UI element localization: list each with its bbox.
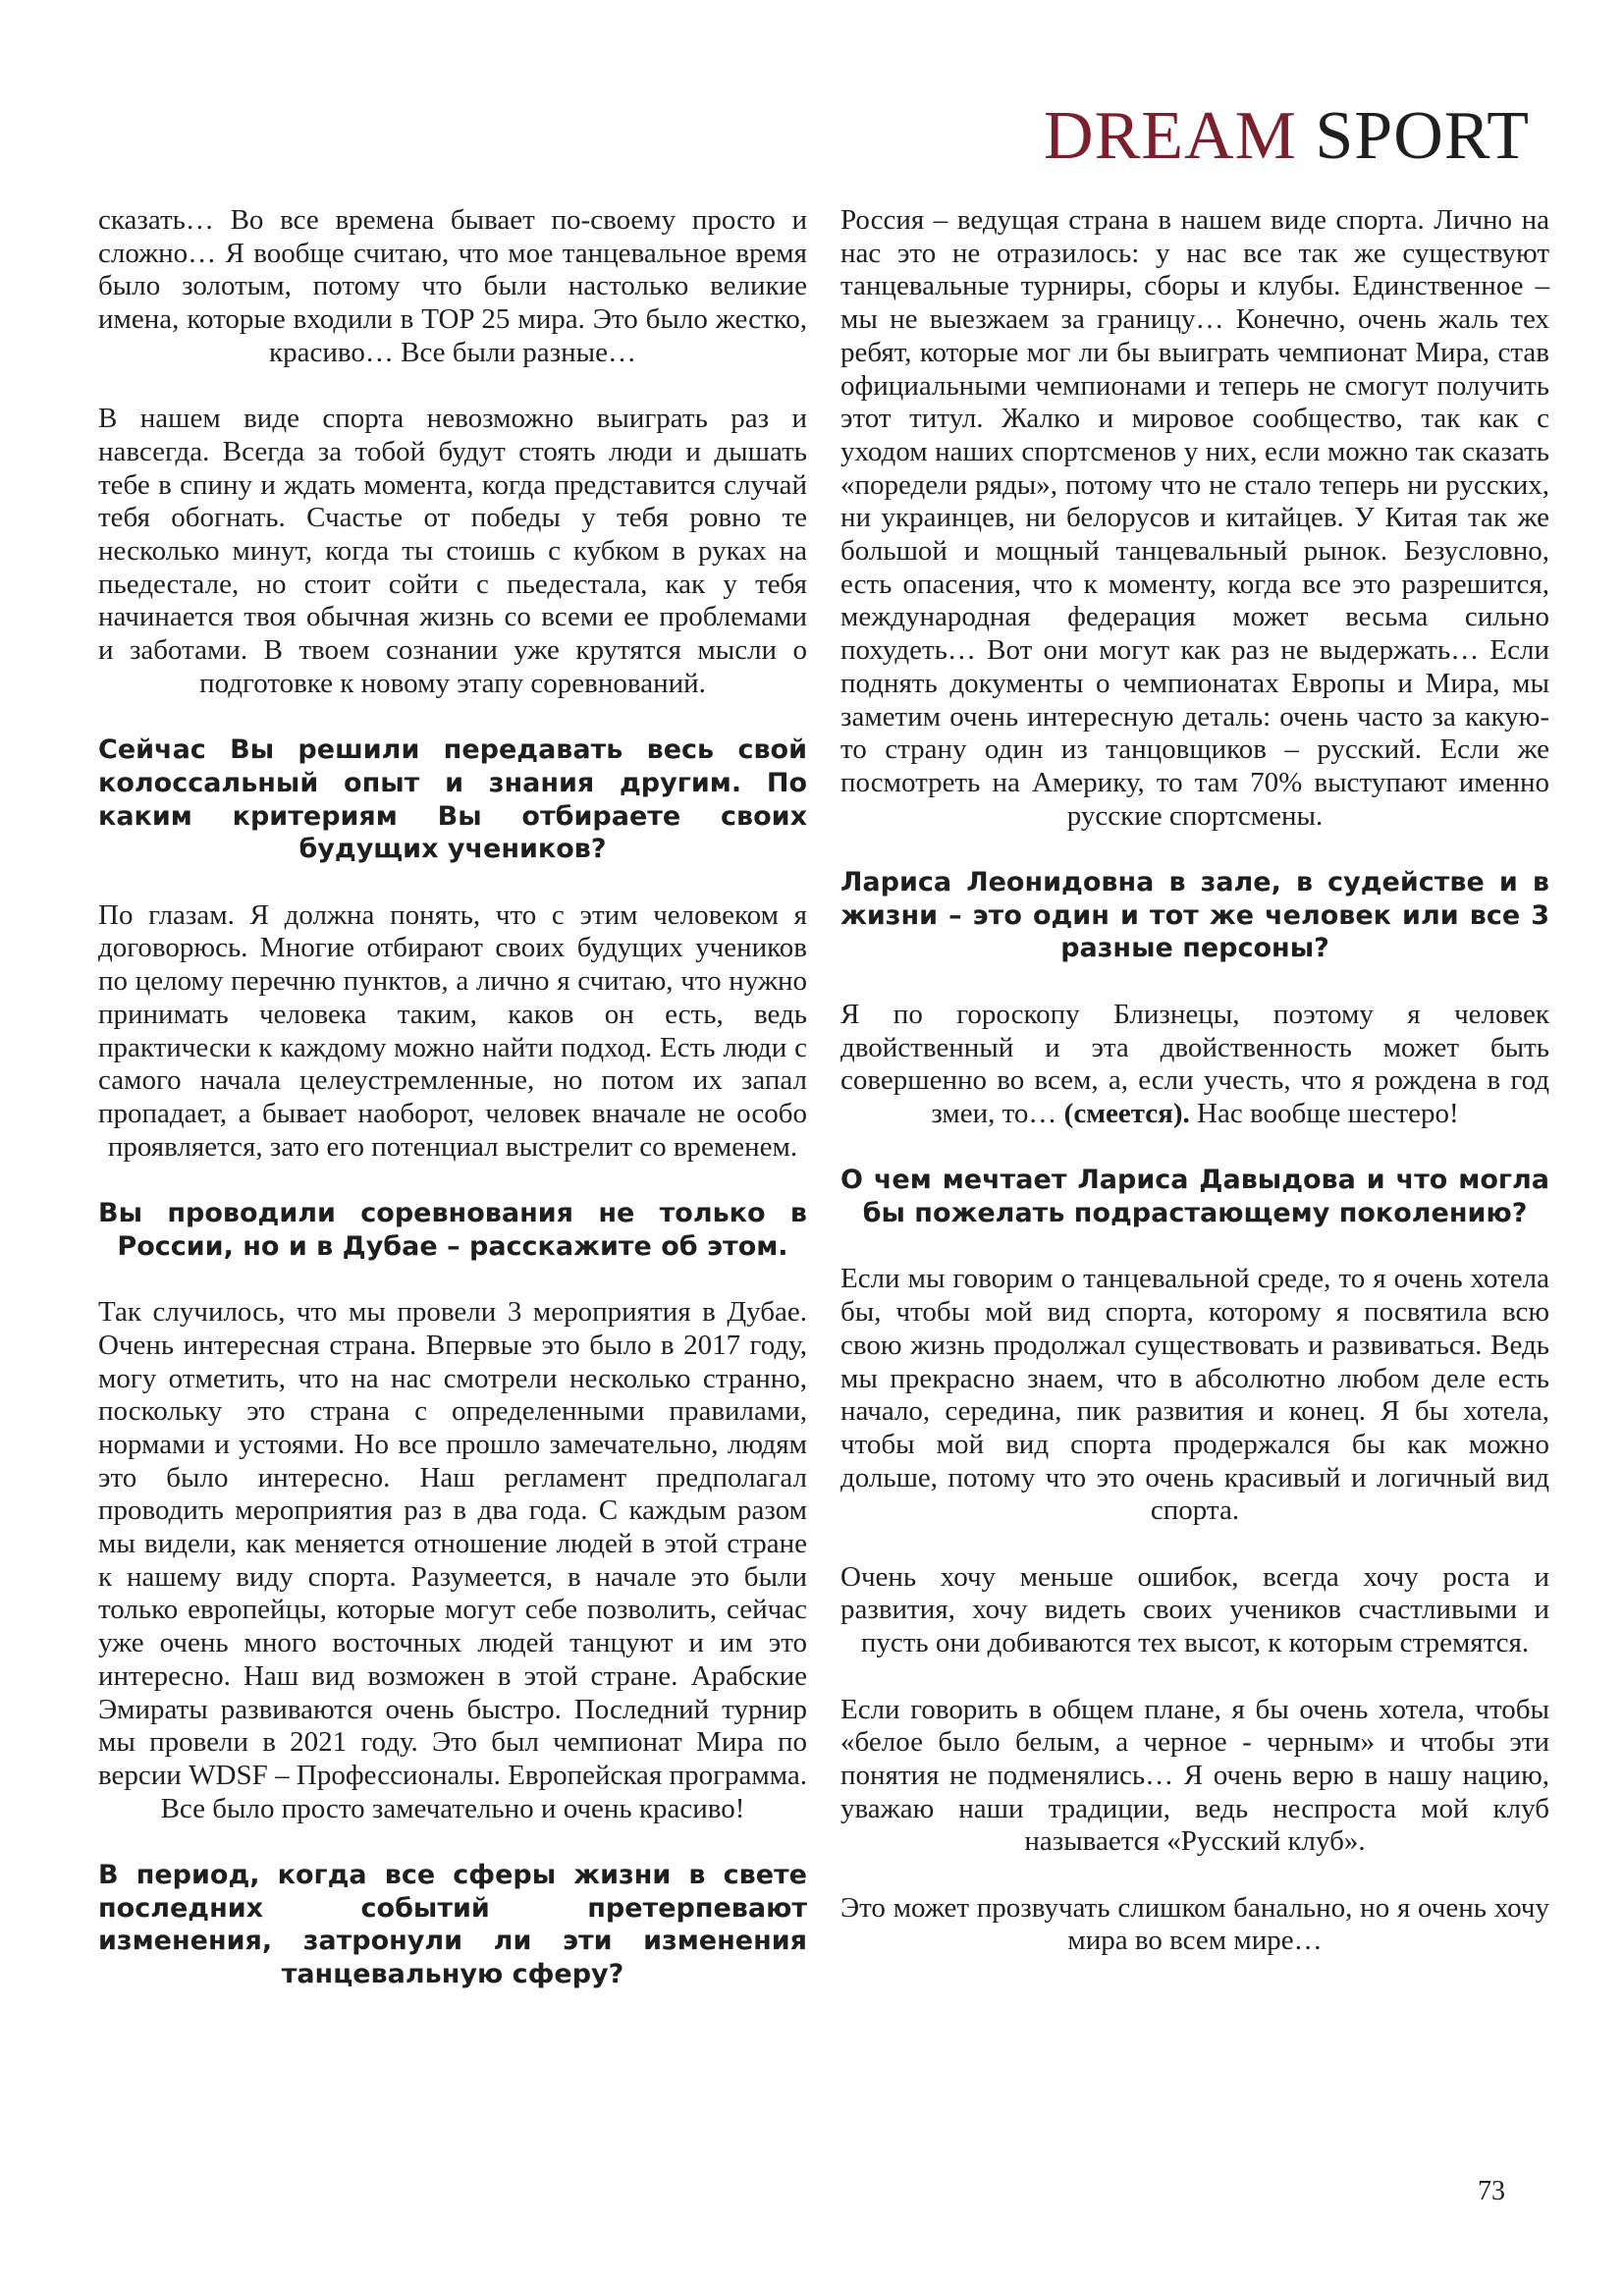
paragraph: Если мы говорим о танцевальной среде, то я очень хотела бы, чтобы мой вид спорта, которому я посвятила всю свою жизнь продолжал существовать и развиваться. Ведь мы прекрасно знаем, что в абсолютно любом деле есть начало, середина, пик развития и конец. Я бы хотела, чтобы мой вид спорта продержался бы как можно дольше, потому что это очень красивый и логичный вид спорта. [840,1263,1549,1527]
question-heading: В период, когда все сферы жизни в свете последних событий претерпевают изменения, затронули ли эти изменения танцевальную сферу? [98,1860,807,1990]
brand-dream: DREAM [1044,98,1297,174]
magazine-brand [1044,98,1530,174]
paragraph: Это может прозвучать слишком банально, но я очень хочу мира во всем мире… [840,1891,1549,1957]
question-heading: Вы проводили соревнования не только в России, но и в Дубае – расскажите об этом. [98,1198,807,1262]
left-column [98,204,807,1991]
paragraph [840,999,1549,1131]
right-column [840,204,1549,1958]
laugh-remark: (смеется). [1063,1097,1190,1129]
paragraph: По глазам. Я должна понять, что с этим человеком я договорюсь. Многие отбирают своих будущих учеников по целому перечню пунктов, а лично я считаю, что нужно принимать человека таким, каков он есть, ведь практически к каждому можно найти подход. Есть люди с самого начала целеустремленные, но потом их запал пропадает, а бывает наоборот, человек вначале не особо проявляется, зато его потенциал выстрелит со временем. [98,898,807,1163]
paragraph-text: Я по гороскопу Близнецы, поэтому я человек двойственный и эта двойственность может быть совершенно во всем, а, если учесть, что я рождена в год змеи, то… [840,998,1549,1129]
paragraph: Если говорить в общем плане, я бы очень хотела, чтобы «белое было белым, а черное - черным» и чтобы эти понятия не подменялись… Я очень верю в нашу нацию, уважаю наши традиции, ведь неспроста мой клуб называется «Русский клуб». [840,1693,1549,1858]
question-heading: О чем мечтает Лариса Давыдова и что могла бы пожелать подрастающему поколению? [840,1165,1549,1229]
paragraph: В нашем виде спорта невозможно выиграть раз и навсегда. Всегда за тобой будут стоять люди и дышать тебе в спину и ждать момента, когда представится случай тебя обогнать. Счастье от победы у тебя ровно те несколько минут, когда ты стоишь с кубком в руках на пьедестале, но стоит сойти с пьедестала, как у тебя начинается твоя обычная жизнь со всеми ее проблемами и заботами. В твоем сознании уже крутятся мысли о подготовке к новому этапу соревнований. [98,403,807,699]
question-heading: Сейчас Вы решили передавать весь свой колоссальный опыт и знания другим. По каким критериям Вы отбираете своих будущих учеников? [98,734,807,865]
paragraph: Очень хочу меньше ошибок, всегда хочу роста и развития, хочу видеть своих учеников счастливыми и пусть они добиваются тех высот, к которым стремятся. [840,1560,1549,1659]
paragraph: Так случилось, что мы провели 3 мероприятия в Дубае. Очень интересная страна. Впервые это было в 2017 году, могу отметить, что на нас смотрели несколько странно, поскольку это страна с определенными правилами, нормами и устоями. Но все прошло замечательно, людям это было интересно. Наш регламент предполагал проводить мероприятия раз в два года. С каждым разом мы видели, как меняется отношение людей в этой стране к нашему виду спорта. Разумеется, в начале это были только европейцы, которые могут себе позволить, сейчас уже очень много восточных людей танцуют и им это интересно. Наш вид возможен в этой стране. Арабские Эмираты развиваются очень быстро. Последний турнир мы провели в 2021 году. Это был чемпионат Мира по версии WDSF – Профессионалы. Европейская программа. Все было просто замечательно и очень красиво! [98,1296,807,1824]
brand-sport: SPORT [1315,98,1530,174]
page-number: 73 [1478,2176,1505,2206]
paragraph-text: Нас вообще шестеро! [1189,1097,1459,1129]
question-heading: Лариса Леонидовна в зале, в судействе и в жизни – это один и тот же человек или все 3 разные персоны? [840,867,1549,964]
paragraph: сказать… Во все времена бывает по-своему просто и сложно… Я вообще считаю, что мое танцевальное время было золотым, потому что были настолько великие имена, которые входили в TOP 25 мира. Это было жестко, красиво… Все были разные… [98,204,807,368]
paragraph: Россия – ведущая страна в нашем виде спорта. Лично на нас это не отразилось: у нас все так же существуют танцевальные турниры, сборы и клубы. Единственное – мы не выезжаем за границу… Конечно, очень жаль тех ребят, которые мог ли бы выиграть чемпионат Мира, став официальными чемпионами и теперь не смогут получить этот титул. Жалко и мировое сообщество, так как с уходом наших спортсменов у них, если можно так сказать «поредели ряды», потому что не стало теперь ни русских, ни украинцев, ни белорусов и китайцев. У Китая так же большой и мощный танцевальный рынок. Безусловно, есть опасения, что к моменту, когда все это разрешится, международная федерация может весьма сильно похудеть… Вот они могут как раз не выдержать… Если поднять документы о чемпионатах Европы и Мира, мы заметим очень интересную деталь: очень часто за какую-то страну один из танцовщиков – русский. Если же посмотреть на Америку, то там 70% выступают именно русские спортсмены. [840,204,1549,832]
